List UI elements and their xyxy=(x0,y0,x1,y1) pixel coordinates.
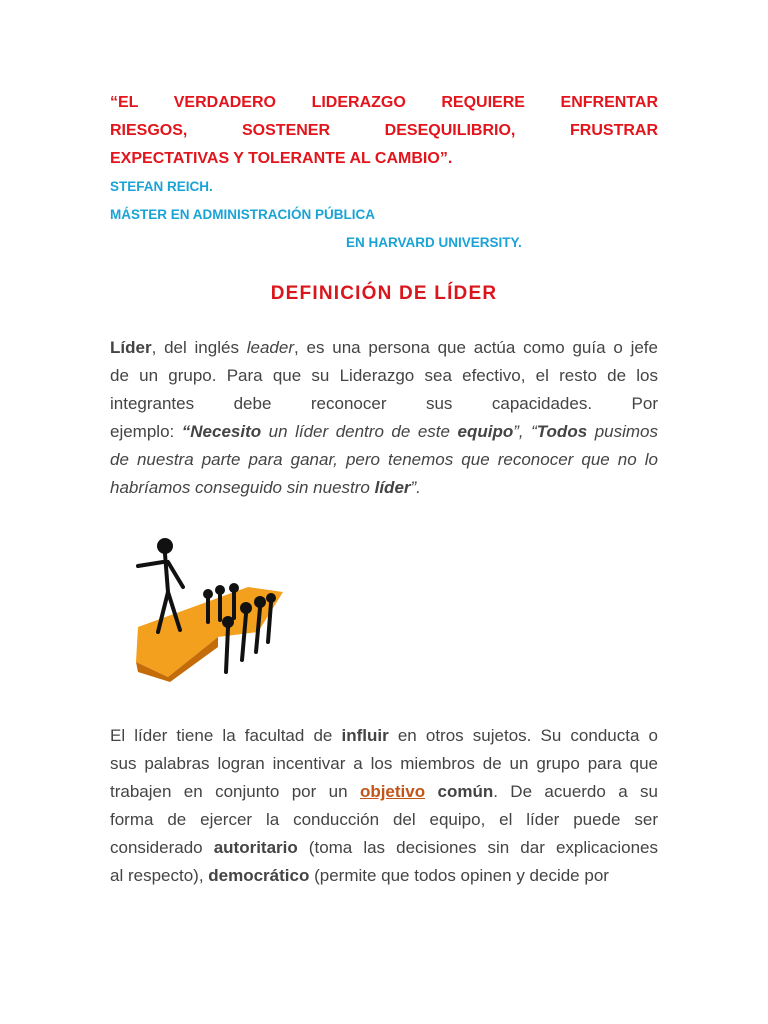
text-segment: considerado xyxy=(110,838,214,857)
text-line xyxy=(110,806,658,834)
text-segment: habríamos conseguido sin nuestro xyxy=(110,478,375,497)
text-line xyxy=(110,390,658,418)
text-segment xyxy=(425,782,437,801)
text-line xyxy=(110,474,658,502)
text-segment: autoritario xyxy=(213,838,298,857)
text-segment: El líder tiene la facultad de xyxy=(110,726,342,745)
text-segment: Líder xyxy=(110,338,152,357)
text-segment: ”. xyxy=(410,478,421,497)
text-line xyxy=(110,446,658,474)
text-segment: democrático xyxy=(208,866,310,885)
quote-line: EXPECTATIVAS Y TOLERANTE AL CAMBIO”. xyxy=(110,150,453,167)
text-line xyxy=(110,862,658,890)
quote-block xyxy=(110,89,658,173)
quote-line: RIESGOS, SOSTENER DESEQUILIBRIO, FRUSTRAR xyxy=(110,122,658,139)
text-segment: Todos xyxy=(536,422,588,441)
text-segment: , del inglés xyxy=(151,338,247,357)
text-segment: al respecto), xyxy=(110,866,209,885)
text-segment: de nuestra parte para ganar, pero tenemos que reconocer que no lo xyxy=(110,450,658,469)
text-segment: común xyxy=(437,782,494,801)
text-segment: influir xyxy=(341,726,389,745)
author-institution: EN HARVARD UNIVERSITY. xyxy=(346,235,522,250)
text-line xyxy=(110,834,658,862)
paragraph-influence xyxy=(110,722,658,890)
text-segment: (permite que todos opinen y decide por xyxy=(309,866,609,885)
text-line xyxy=(110,362,658,390)
text-line xyxy=(110,722,658,750)
text-segment: equipo xyxy=(457,422,514,441)
quote-line: “EL VERDADERO LIDERAZGO REQUIERE ENFRENTAR xyxy=(110,94,658,111)
text-segment: pusimos xyxy=(587,422,658,441)
section-title: DEFINICIÓN DE LÍDER xyxy=(270,283,498,304)
text-line xyxy=(110,334,658,362)
text-segment: líder xyxy=(374,478,411,497)
text-segment: en otros sujetos. Su conducta o xyxy=(388,726,658,745)
author-credential: MÁSTER EN ADMINISTRACIÓN PÚBLICA xyxy=(110,207,375,222)
text-segment: integrantes debe reconocer sus capacidades. Por xyxy=(110,394,658,413)
paragraph-definition xyxy=(110,334,658,502)
text-segment: sus palabras logran incentivar a los miembros de un grupo para que xyxy=(110,754,658,773)
text-segment: ejemplo: xyxy=(110,422,182,441)
objetivo-link[interactable]: objetivo xyxy=(359,782,426,801)
text-segment: . De acuerdo a su xyxy=(493,782,658,801)
quote-author: STEFAN REICH. xyxy=(110,179,213,194)
text-segment: de un grupo. Para que su Liderazgo sea efectivo, el resto de los xyxy=(110,366,658,385)
text-segment: ”, “ xyxy=(513,422,537,441)
text-segment: “Necesito xyxy=(181,422,262,441)
text-segment: un líder dentro de este xyxy=(261,422,458,441)
text-line xyxy=(110,418,658,446)
text-line xyxy=(110,750,658,778)
text-line xyxy=(110,778,658,806)
text-segment: leader xyxy=(246,338,294,357)
leader-illustration xyxy=(108,532,288,682)
text-segment: , es una persona que actúa como guía o jefe xyxy=(294,338,658,357)
text-segment: (toma las decisiones sin dar explicaciones xyxy=(297,838,658,857)
text-segment: trabajen en conjunto por un xyxy=(110,782,360,801)
text-segment: forma de ejercer la conducción del equipo, el líder puede ser xyxy=(110,810,658,829)
